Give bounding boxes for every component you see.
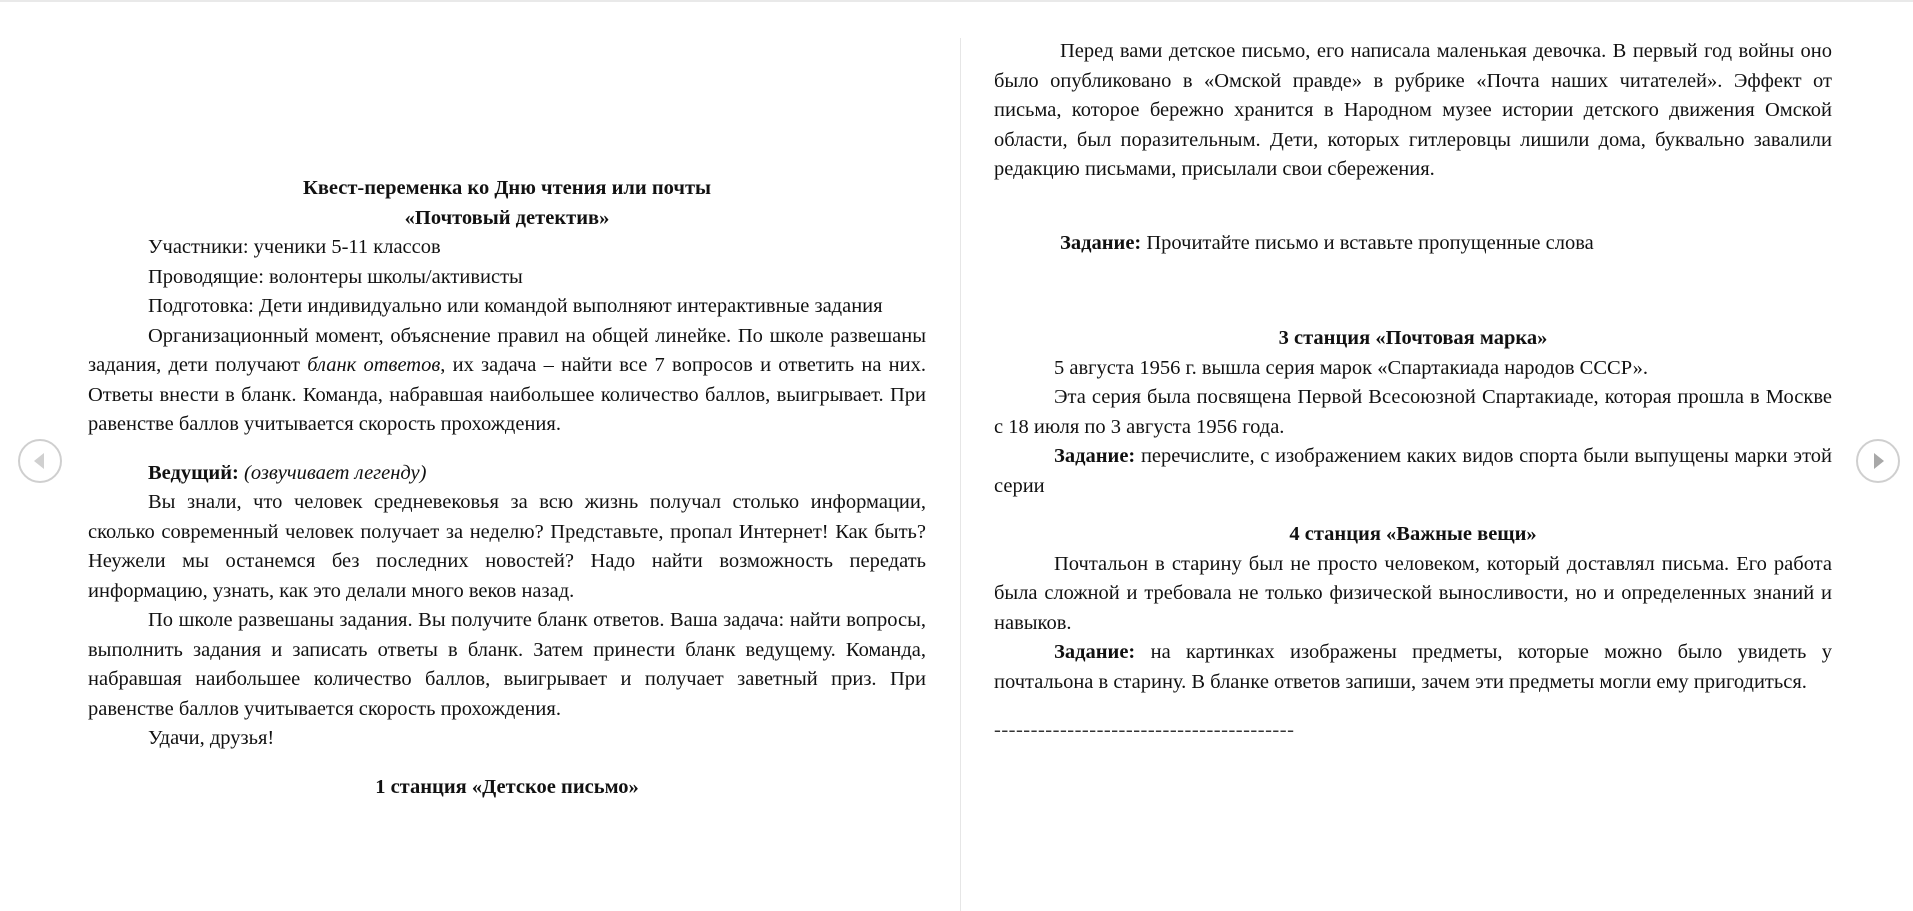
station-4-task: Задание: на картинках изображены предметы, которые можно было увидеть у почтальона в старину. В бланке ответов запиши, зачем эти предметы могли ему пригодиться. [994, 641, 1832, 693]
right-page [994, 0, 1832, 746]
station-4-title: 4 станция «Важные вещи» [1289, 523, 1537, 545]
left-page [88, 0, 926, 802]
legend-paragraph-2: По школе развешаны задания. Вы получите бланк ответов. Ваша задача: найти вопросы, выполнить задания и записать ответы в бланк. Затем принести бланк ведущему. Команда, набравшая наибольшее количество баллов, выигрывает и получает заветный приз. При равенстве баллов учитывается скорость прохождения. [88, 609, 926, 720]
station-4-paragraph-1: Почтальон в старину был не просто человеком, который доставлял письма. Его работа была сложной и требовала не только физической выносливости, но и определенных знаний и навыков. [994, 552, 1832, 634]
chevron-right-icon [1858, 441, 1898, 481]
participants-line: Участники: ученики 5-11 классов [148, 236, 441, 258]
page-divider [960, 38, 961, 911]
letter-intro-paragraph: Перед вами детское письмо, его написала маленькая девочка. В первый год войны оно было опубликовано в «Омской правде» в рубрике «Почта наших читателей». Эффект от письма, которое бережно хранится в Народном музее истории детского движения Омской области, был поразительным. Дети, которых гитлеровцы лишили дома, буквально завалили редакцию письмами, присылали свои сбережения. [994, 40, 1832, 180]
station-3-paragraph-1: 5 августа 1956 г. вышла серия марок «Спартакиада народов СССР». [1054, 356, 1648, 379]
station-3-title: 3 станция «Почтовая марка» [1278, 327, 1548, 349]
host-heading: Ведущий: (озвучивает легенду) [148, 461, 427, 484]
station-1-task: Задание: Прочитайте письмо и вставьте пропущенные слова [1060, 231, 1594, 254]
station-3-paragraph-2: Эта серия была посвящена Первой Всесоюзной Спартакиаде, которая прошла в Москве с 18 июля по 3 августа 1956 года. [994, 386, 1832, 438]
station-3-task: Задание: перечислите, с изображением каких видов спорта были выпущены марки этой серии [994, 445, 1832, 497]
legend-paragraph-1: Вы знали, что человек средневековья за всю жизнь получал столько информации, сколько современный человек получает за неделю? Представьте, пропал Интернет! Как быть? Неужели мы останемся без последних новостей? Надо найти возможность передать информацию, узнать, как это делали много веков назад. [88, 491, 926, 602]
preparation-paragraph: Подготовка: Дети индивидуально или командой выполняют интерактивные задания [148, 295, 883, 317]
document-subtitle: «Почтовый детектив» [404, 206, 610, 229]
next-page-button[interactable] [1856, 439, 1900, 483]
chevron-left-icon [20, 441, 60, 481]
good-luck-line: Удачи, друзья! [148, 727, 275, 749]
organization-paragraph: Организационный момент, объяснение правил на общей линейке. По школе развешаны задания, дети получают бланк ответов, их задача – найти все 7 вопросов и ответить на них. Ответы внести в бланк. Команда, набравшая наибольшее количество баллов, выигрывает. При равенстве баллов учитывается скорость прохождения. [88, 324, 926, 435]
hosts-line: Проводящие: волонтеры школы/активисты [148, 265, 523, 288]
separator-line: ----------------------------------------- [994, 719, 1295, 741]
previous-page-button[interactable] [18, 439, 62, 483]
document-title: Квест-переменка ко Дню чтения или почты [302, 177, 712, 199]
station-1-title: 1 станция «Детское письмо» [375, 775, 639, 798]
answer-form-term: бланк ответов [307, 354, 441, 376]
